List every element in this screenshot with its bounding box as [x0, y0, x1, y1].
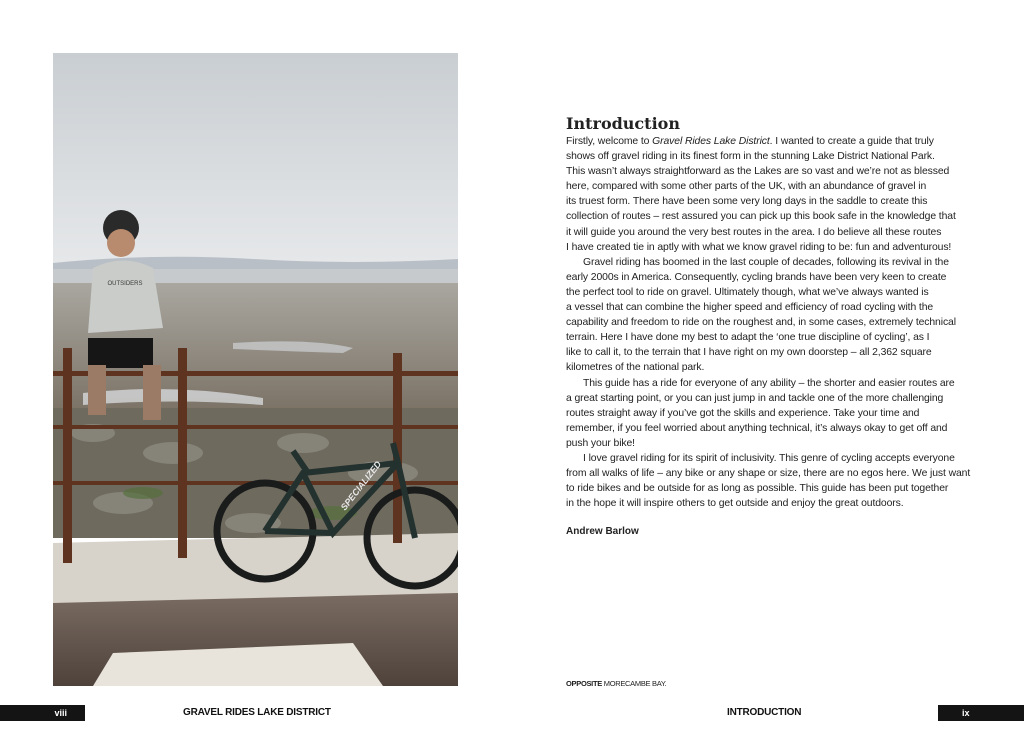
left-page-number-tab — [0, 705, 85, 721]
body-line: it will guide you around the very best routes in the area. I do believe all these routes — [566, 226, 942, 238]
body-line: remember, if you feel worried about anything technical, it’s always okay to get off and — [566, 422, 948, 434]
left-page-number: viii — [54, 708, 67, 718]
body-text: . I wanted to create a guide that truly — [769, 136, 934, 147]
caption-label: OPPOSITE — [566, 679, 602, 688]
body-text: Firstly, welcome to — [566, 136, 653, 147]
body-line: This guide has a ride for everyone of any ability – the shorter and easier routes are — [583, 377, 955, 389]
right-page-number-tab — [938, 705, 1024, 721]
body-line: the perfect tool to ride on gravel. Ultimately though, what we’ve always wanted is — [566, 286, 929, 298]
cyclist-photo — [53, 53, 458, 686]
body-line: its truest form. There have been some very long days in the saddle to create this — [566, 196, 928, 208]
body-line: from all walks of life – any bike or any shape or size, there are no egos here. We just want — [566, 468, 971, 480]
shirt-text: OUTSIDERS — [107, 281, 143, 287]
body-line: routes straight away if you’ve got the skills and experience. Take your time and — [566, 407, 920, 419]
body-line: This wasn’t always straightforward as the Lakes are so vast and we’re not as blessed — [566, 166, 950, 178]
book-title: Gravel Rides Lake District — [652, 136, 770, 147]
body-line: early 2000s in America. Consequently, cycling brands have been very keen to create — [566, 271, 947, 283]
author-signature: Andrew Barlow — [566, 526, 639, 537]
body-line: collection of routes – rest assured you can pick up this book safe in the knowledge that — [566, 211, 956, 223]
right-running-title: INTRODUCTION — [727, 707, 802, 718]
body-line: here, compared with some other parts of the UK, with an abundance of gravel in — [566, 181, 927, 193]
left-running-title: GRAVEL RIDES LAKE DISTRICT — [183, 707, 331, 718]
body-line: terrain. Here I have done my best to adapt the ‘one true discipline of cycling’, as I — [566, 332, 930, 344]
body-line: to ride bikes and be outside for as long as possible. This guide has been put together — [566, 483, 949, 495]
body-line: I have created tie in aptly with what we know gravel riding to be: fun and adventurous! — [566, 241, 952, 253]
body-line — [566, 134, 986, 149]
article-body — [566, 134, 986, 511]
right-page-number: ix — [962, 708, 970, 718]
article-heading: Introduction — [566, 114, 680, 133]
body-line: a vessel that can combine the higher speed and efficiency of road cycling with the — [566, 302, 934, 314]
body-line: Gravel riding has boomed in the last couple of decades, following its revival in the — [583, 256, 949, 268]
body-line: like to call it, to the terrain that I have right on my own doorstep – all 2,362 square — [566, 347, 932, 359]
body-line: I love gravel riding for its spirit of inclusivity. This genre of cycling accepts everyone — [583, 452, 955, 464]
body-line: shows off gravel riding in its finest form in the stunning Lake District National Park. — [566, 151, 935, 163]
caption-text: MORECAMBE BAY. — [603, 679, 667, 688]
body-line: kilometres of the national park. — [566, 362, 705, 374]
photo-caption — [566, 679, 666, 688]
bike-brand-text: SPECIALIZED — [338, 459, 384, 513]
body-line: capability and freedom to ride on the roughest and, in some cases, extremely technical — [566, 317, 956, 329]
body-line: in the hope it will inspire others to get outside and enjoy the great outdoors. — [566, 498, 904, 510]
body-line: a great starting point, or you can just jump in and tackle one of the more challenging — [566, 392, 944, 404]
body-line: push your bike! — [566, 437, 635, 449]
